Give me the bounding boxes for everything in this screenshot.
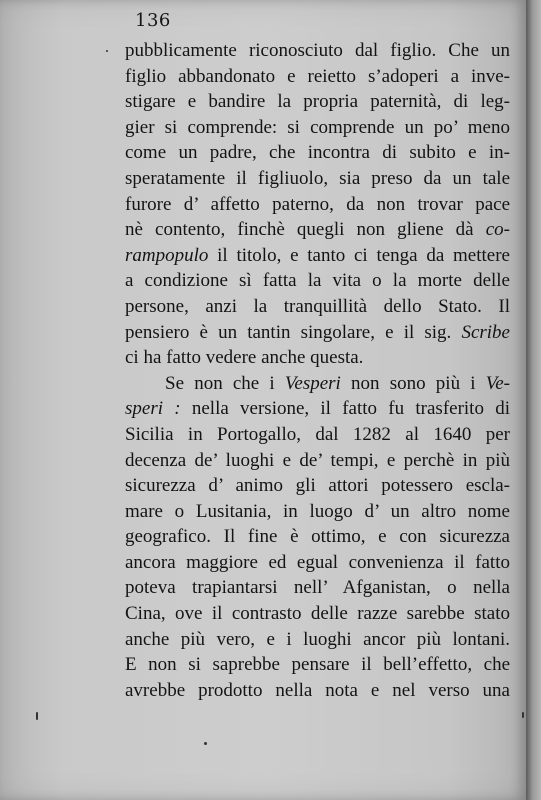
text-line: mare o Lusitania, in luogo d’ un altro nome <box>125 500 510 522</box>
scan-speck <box>204 742 207 745</box>
text-line: Sicilia in Portogallo, dal 1282 al 1640 per <box>125 423 510 445</box>
text-line: come un padre, che incontra di subito e in- <box>125 142 510 164</box>
scan-speck <box>522 712 524 718</box>
text-line: E non si saprebbe pensare il bell’effetto, che <box>125 654 510 676</box>
text-line: nè contento, finchè quegli non gliene dà co- <box>125 219 510 241</box>
text-line: a condizione sì fatta la vita o la morte delle <box>125 270 510 292</box>
text-line: geografico. Il fine è ottimo, e con sicurezza <box>125 526 510 548</box>
text-line: Cina, ove il contrasto delle razze sarebbe stato <box>125 603 510 625</box>
body-text <box>125 38 510 703</box>
text-line: pensiero è un tantin singolare, e il sig. Scribe <box>125 321 510 343</box>
page-gutter <box>526 0 541 800</box>
text-line: sicurezza d’ animo gli attori potessero escla- <box>125 475 510 497</box>
text-line: rampopulo il titolo, e tanto ci tenga da mettere <box>125 244 510 266</box>
text-line: poteva trapiantarsi nell’ Afganistan, o nella <box>125 577 510 599</box>
text-line: Se non che i Vesperi non sono più i Ve- <box>165 372 510 394</box>
text-line: anche più vero, e i luoghi ancor più lontani. <box>125 628 510 650</box>
text-line: persone, anzi la tranquillità dello Stato. Il <box>125 295 510 317</box>
text-line: figlio abbandonato e reietto s’adoperi a inve- <box>125 65 510 87</box>
text-line: stigare e bandire la propria paternità, di leg- <box>125 91 510 113</box>
scan-speck <box>36 712 38 720</box>
text-line: furore d’ affetto paterno, da non trovar pace <box>125 193 510 215</box>
text-line: speratamente il figliuolo, sia preso da un tale <box>125 167 510 189</box>
text-line: speri : nella versione, il fatto fu trasferito di <box>125 398 510 420</box>
text-line: ci ha fatto vedere anche questa. <box>125 347 364 369</box>
text-line: pubblicamente riconosciuto dal figlio. Che un <box>125 40 510 61</box>
text-line: ancora maggiore ed egual convenienza il fatto <box>125 551 510 573</box>
text-line: gier si comprende: si comprende un po’ meno <box>125 116 510 138</box>
page-number: 136 <box>135 10 171 31</box>
text-line: avrebbe prodotto nella nota e nel verso una <box>125 679 510 701</box>
scan-speck <box>106 50 108 52</box>
text-line: decenza de’ luoghi e de’ tempi, e perchè in più <box>125 449 510 471</box>
